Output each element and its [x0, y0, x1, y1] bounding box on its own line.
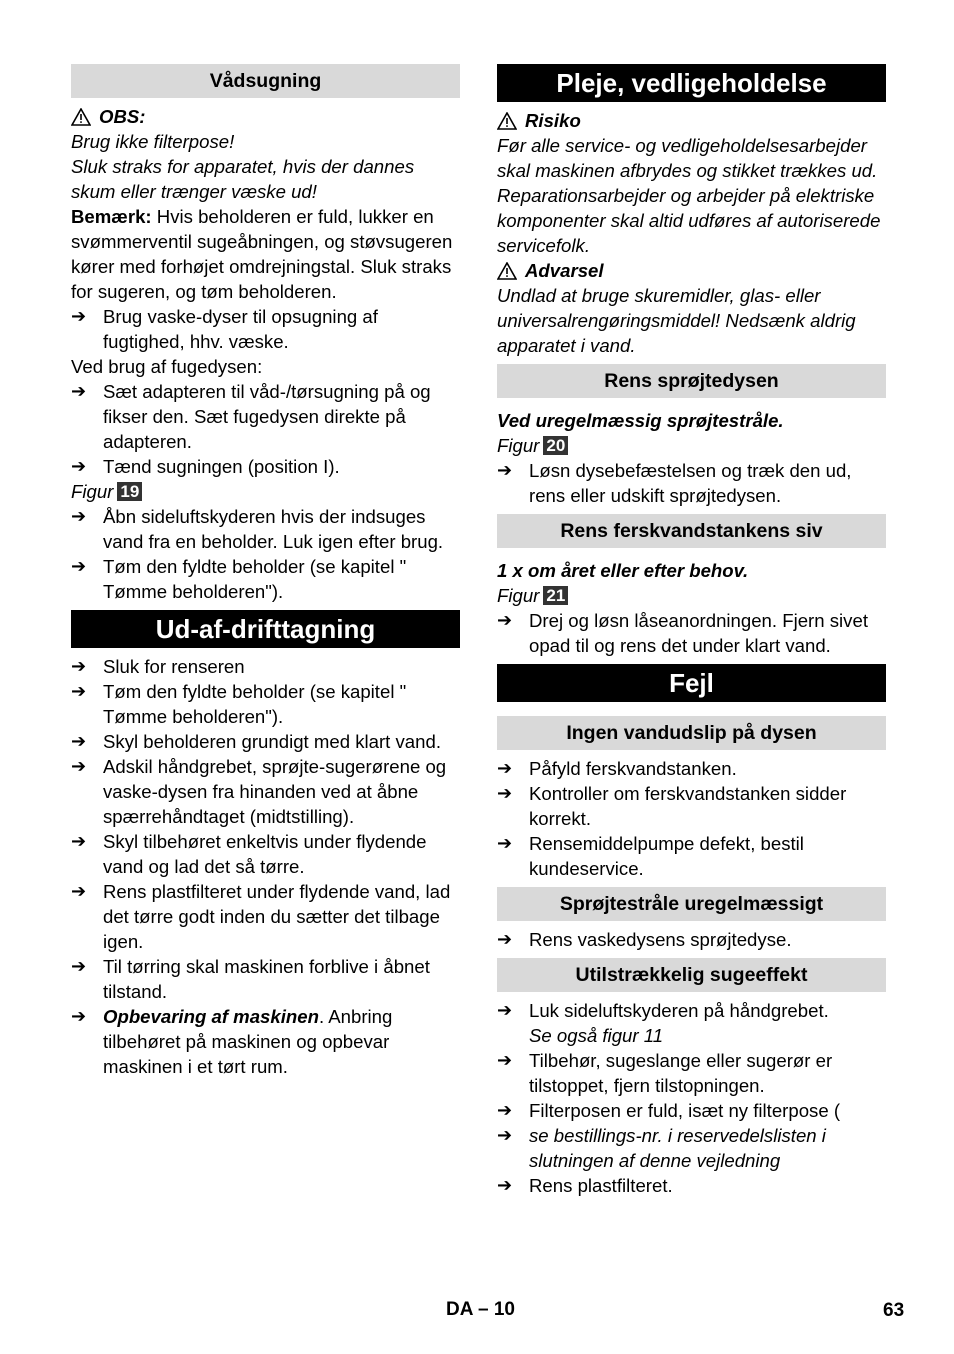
advarsel-label: Advarsel — [525, 260, 604, 281]
arrow-right-icon: ➔ — [497, 1050, 513, 1070]
list-item: ➔ Tøm den fyldte beholder (se kapitel " Tømme beholderen"). — [71, 681, 407, 727]
list-item: ➔ Tænd sugningen (position I). — [71, 456, 340, 477]
arrow-right-icon: ➔ — [497, 1100, 513, 1120]
list-item: ➔ Til tørring skal maskinen forblive i åbnet tilstand. — [71, 956, 430, 1002]
risiko-warning — [497, 108, 886, 133]
list-item: ➔ Rens vaskedysens sprøjtedyse. — [497, 929, 792, 950]
arrow-right-icon: ➔ — [71, 756, 87, 776]
arrow-right-icon: ➔ — [71, 556, 87, 576]
risiko-text-2: Reparationsarbejder og arbejder på elektriske komponenter skal altid udføres af autoriserede servicefolk. — [497, 185, 881, 256]
section-heading-udaf: Ud-af-drifttagning — [71, 610, 460, 648]
list-item: ➔ Tilbehør, sugeslange eller sugerør er tilstoppet, fjern tilstopningen. — [497, 1050, 833, 1096]
figure-number-badge: 20 — [543, 436, 568, 455]
arrow-right-icon: ➔ — [71, 456, 87, 476]
list-item: ➔ Opbevaring af maskinen. Anbring tilbehøret på maskinen og opbevar maskinen i et tørt rum. — [71, 1006, 393, 1077]
advarsel-warning — [497, 258, 886, 283]
arrow-right-icon: ➔ — [497, 610, 513, 630]
list-item: ➔ Påfyld ferskvandstanken. — [497, 758, 737, 779]
advarsel-text: Undlad at bruge skuremidler, glas- eller universalrengøringsmiddel! Nedsænk aldrig apparatet i vand. — [497, 285, 856, 356]
bemaerk-text: Hvis beholderen er fuld, lukker en svømmerventil sugeåbningen, og støvsugeren kører med forhøjet omdrejningstal. Sluk straks for sugeren, og tøm beholderen. — [71, 206, 453, 302]
left-column — [71, 64, 460, 1079]
arrow-right-icon: ➔ — [497, 758, 513, 778]
arrow-right-icon: ➔ — [497, 1125, 513, 1145]
warning-triangle-icon — [497, 262, 517, 280]
list-item: ➔ Drej og løsn låseanordningen. Fjern sivet opad til og rens det under klart vand. — [497, 610, 868, 656]
risiko-text-1: Før alle service- og vedligeholdelsesarbejder skal maskinen afbrydes og stikket trækkes ud. — [497, 135, 878, 181]
arrow-right-icon: ➔ — [71, 956, 87, 976]
arrow-right-icon: ➔ — [71, 656, 87, 676]
list-item: ➔ Rensemiddelpumpe defekt, bestil kundeservice. — [497, 833, 804, 879]
arrow-right-icon: ➔ — [497, 783, 513, 803]
arrow-right-icon: ➔ — [71, 681, 87, 701]
arrow-right-icon: ➔ — [497, 929, 513, 949]
section-heading-rens-ferskvand: Rens ferskvandstankens siv — [497, 514, 886, 548]
arrow-right-icon: ➔ — [71, 506, 87, 526]
arrow-right-icon: ➔ — [71, 1006, 87, 1026]
figure-reference: Figur 20 — [497, 433, 886, 458]
bemaerk-label: Bemærk: — [71, 206, 152, 227]
warning-triangle-icon — [497, 112, 517, 130]
list-item: ➔ Tøm den fyldte beholder (se kapitel " Tømme beholderen"). — [71, 556, 407, 602]
list-item: ➔ Åbn sideluftskyderen hvis der indsuges vand fra en beholder. Luk igen efter brug. — [71, 506, 444, 552]
figure-number-badge: 19 — [117, 482, 142, 501]
list-item: ➔ Adskil håndgrebet, sprøjte-sugerørene og vaske-dysen fra hinanden ved at åbne spærrehåndtaget (midtstilling). — [71, 756, 447, 827]
arrow-right-icon: ➔ — [71, 731, 87, 751]
list-item: ➔ Løsn dysebefæstelsen og træk den ud, rens eller udskift sprøjtedysen. — [497, 460, 852, 506]
list-item: ➔ Sluk for renseren — [71, 656, 245, 677]
right-column — [497, 64, 886, 1198]
list-item: ➔ Kontroller om ferskvandstanken sidder korrekt. — [497, 783, 847, 829]
fersk-intro: 1 x om året eller efter behov. — [497, 560, 749, 581]
list-item: ➔ se bestillings-nr. i reservedelslisten i slutningen af denne vejledning — [497, 1125, 826, 1171]
section-heading-rens-sprojtedysen: Rens sprøjtedysen — [497, 364, 886, 398]
figure-reference: Figur 21 — [497, 583, 886, 608]
arrow-right-icon: ➔ — [71, 831, 87, 851]
page-label: DA – 10 — [446, 1299, 515, 1320]
risiko-label: Risiko — [525, 110, 581, 131]
section-heading-sprojtestraale: Sprøjtestråle uregelmæssigt — [497, 887, 886, 921]
section-heading-fejl: Fejl — [497, 664, 886, 702]
obs-text-2: Sluk straks for apparatet, hvis der dannes skum eller trænger væske ud! — [71, 156, 415, 202]
list-item: ➔ Luk sideluftskyderen på håndgrebet. Se også figur 11 — [497, 1000, 829, 1046]
arrow-right-icon: ➔ — [71, 381, 87, 401]
spr-intro: Ved uregelmæssig sprøjtestråle. — [497, 410, 784, 431]
arrow-right-icon: ➔ — [71, 306, 87, 326]
page-number: 63 — [883, 1300, 905, 1321]
fuge-intro: Ved brug af fugedysen: — [71, 356, 263, 377]
section-heading-utilstraekkelig: Utilstrækkelig sugeeffekt — [497, 958, 886, 992]
arrow-right-icon: ➔ — [497, 460, 513, 480]
section-heading-ingen-vandudslip: Ingen vandudslip på dysen — [497, 716, 886, 750]
list-item: ➔ Rens plastfilteret under flydende vand, lad det tørre godt inden du sætter det tilbage igen. — [71, 881, 451, 952]
list-item: ➔ Sæt adapteren til våd-/tørsugning på og fikser den. Sæt fugedysen direkte på adapteren. — [71, 381, 431, 452]
figure-number-badge: 21 — [543, 586, 568, 605]
arrow-right-icon: ➔ — [497, 1175, 513, 1195]
figure-reference: Figur 19 — [71, 479, 460, 504]
warning-triangle-icon — [71, 108, 91, 126]
arrow-right-icon: ➔ — [497, 833, 513, 853]
obs-text-1: Brug ikke filterpose! — [71, 131, 235, 152]
arrow-right-icon: ➔ — [71, 881, 87, 901]
list-item: ➔ Rens plastfilteret. — [497, 1175, 673, 1196]
section-heading-vadsugning: Vådsugning — [71, 64, 460, 98]
arrow-right-icon: ➔ — [497, 1000, 513, 1020]
obs-label: OBS: — [99, 106, 146, 127]
list-item: ➔ Brug vaske-dyser til opsugning af fugtighed, hhv. væske. — [71, 306, 378, 352]
section-heading-pleje: Pleje, vedligeholdelse — [497, 64, 886, 102]
list-item: ➔ Filterposen er fuld, isæt ny filterpose ( — [497, 1100, 841, 1121]
list-item: ➔ Skyl tilbehøret enkeltvis under flydende vand og lad det så tørre. — [71, 831, 427, 877]
obs-warning — [71, 104, 460, 129]
bemaerk-paragraph — [71, 204, 460, 304]
list-item: ➔ Skyl beholderen grundigt med klart vand. — [71, 731, 441, 752]
